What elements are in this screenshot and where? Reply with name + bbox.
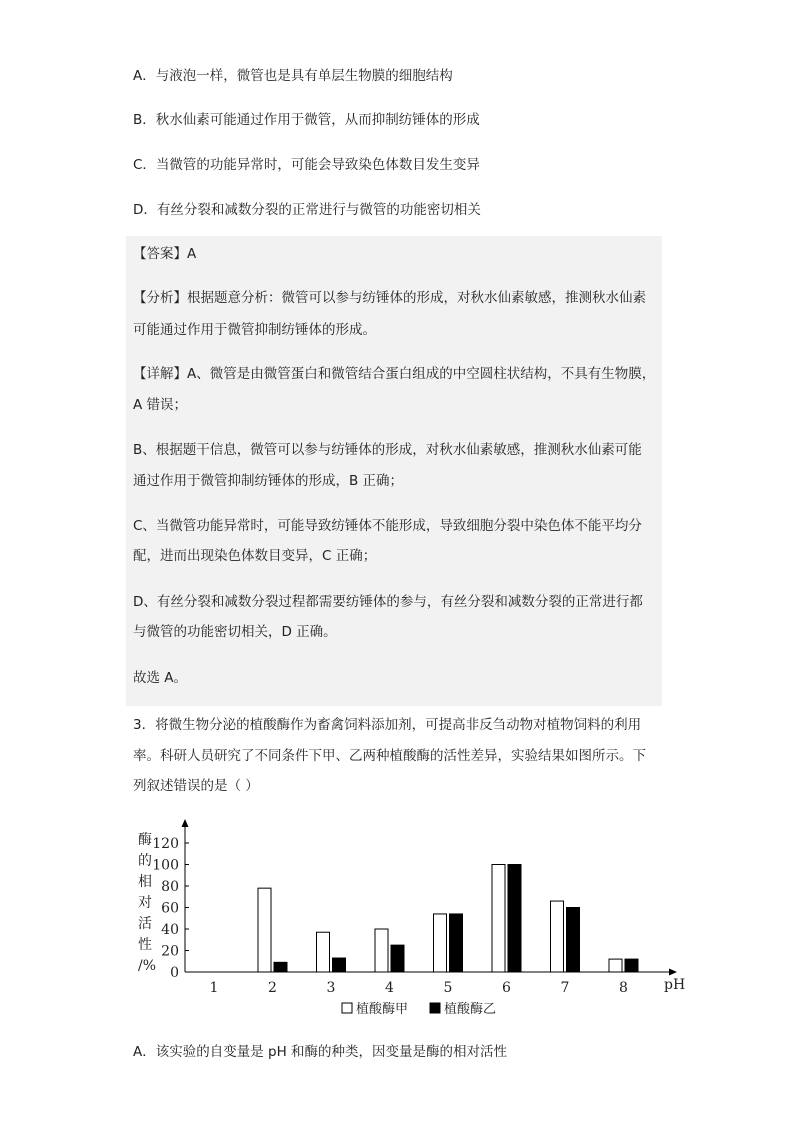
x-axis-label: pH: [664, 977, 686, 993]
detail-line-6: 配，进而出现染色体数目变异，C 正确；: [133, 548, 377, 564]
x-tick-label: 3: [326, 980, 336, 996]
question3-option-a: A．该实验的自变量是 pH 和酶的种类，因变量是酶的相对活性: [133, 1044, 508, 1060]
bar-series1: [551, 901, 564, 972]
bar-series2: [567, 908, 580, 973]
y-axis-ticks: [152, 836, 189, 981]
bar-series2: [274, 962, 287, 972]
y-axis-label-char: 的: [138, 853, 152, 869]
option-d: D．有丝分裂和减数分裂的正常进行与微管的功能密切相关: [133, 202, 481, 218]
y-tick-label: 40: [161, 922, 179, 938]
y-tick-label: 80: [161, 879, 179, 895]
enzyme-activity-chart: [128, 812, 688, 1032]
y-axis-label-char: 性: [138, 937, 152, 953]
bar-series1: [258, 888, 271, 972]
x-tick-label: 8: [619, 980, 628, 996]
y-tick-label: 100: [152, 857, 179, 874]
bar-series2: [333, 958, 346, 972]
x-tick-label: 2: [268, 980, 277, 996]
detail-line-3: B、根据题干信息，微管可以参与纺锤体的形成，对秋水仙素敏感，推测秋水仙素可能: [133, 442, 642, 458]
option-c: C．当微管的功能异常时，可能会导致染色体数目发生变异: [133, 157, 480, 173]
y-axis-arrow: [182, 819, 189, 827]
x-tick-label: 6: [502, 980, 511, 996]
x-axis-ticks: [210, 980, 628, 996]
chart-bars: [258, 865, 638, 973]
detail-line-7: D、有丝分裂和减数分裂过程都需要纺锤体的参与，有丝分裂和减数分裂的正常进行都: [133, 594, 643, 610]
bar-series1: [317, 932, 330, 972]
bar-series2: [625, 959, 638, 972]
chart-axes: [182, 819, 678, 976]
y-axis-label-char: /%: [138, 958, 157, 974]
bar-series1: [375, 929, 388, 972]
y-axis-label-char: 活: [138, 916, 152, 932]
detail-line-2: A 错误；: [133, 397, 188, 413]
bar-series1: [609, 959, 622, 972]
chart-legend: [342, 1001, 496, 1017]
legend-swatch-series2: [430, 1003, 440, 1013]
question3-stem-line-1: 3．将微生物分泌的植酸酶作为畜禽饲料添加剂，可提高非反刍动物对植物饲料的利用: [133, 717, 642, 733]
x-tick-label: 4: [385, 980, 394, 996]
legend-label-series2: 植酸酶乙: [444, 1002, 497, 1017]
detail-line-1: 【详解】A、微管是由微管蛋白和微管结合蛋白组成的中空圆柱状结构，不具有生物膜，: [133, 366, 656, 382]
conclusion: 故选 A。: [133, 670, 188, 686]
y-axis-label-char: 酶: [138, 832, 152, 848]
answer-explanation-box: [126, 236, 662, 706]
y-tick-label: 0: [170, 965, 179, 981]
y-tick-label: 60: [161, 900, 179, 917]
question3-stem-line-3: 列叙述错误的是（ ）: [133, 778, 259, 794]
analysis-line-2: 可能通过作用于微管抑制纺锤体的形成。: [133, 322, 376, 338]
question3-stem-line-2: 率。科研人员研究了不同条件下甲、乙两种植酸酶的活性差异，实验结果如图所示。下: [133, 748, 646, 764]
option-a: A．与液泡一样，微管也是具有单层生物膜的细胞结构: [133, 68, 453, 84]
bar-series2: [508, 865, 521, 973]
x-tick-label: 7: [560, 980, 570, 996]
x-axis-arrow: [669, 969, 677, 976]
y-tick-label: 120: [152, 836, 179, 852]
detail-line-5: C、当微管功能异常时，可能导致纺锤体不能形成，导致细胞分裂中染色体不能平均分: [133, 518, 642, 534]
detail-line-4: 通过作用于微管抑制纺锤体的形成，B 正确；: [133, 473, 404, 489]
legend-label-series1: 植酸酶甲: [356, 1002, 409, 1017]
y-axis-label-char: 对: [138, 895, 152, 911]
legend-swatch-series1: [342, 1003, 352, 1013]
y-tick-label: 20: [161, 943, 179, 960]
detail-line-8: 与微管的功能密切相关，D 正确。: [133, 624, 337, 640]
analysis-line-1: 【分析】根据题意分析：微管可以参与纺锤体的形成，对秋水仙素敏感，推测秋水仙素: [133, 290, 646, 306]
x-tick-label: 5: [443, 980, 453, 996]
x-tick-label: 1: [209, 980, 219, 996]
y-axis-label-char: 相: [138, 874, 152, 890]
answer-label: 【答案】A: [133, 246, 197, 262]
bar-series2: [450, 914, 463, 972]
bar-series2: [391, 945, 404, 972]
y-axis-label: [138, 832, 156, 974]
option-b: B．秋水仙素可能通过作用于微管，从而抑制纺锤体的形成: [133, 112, 480, 128]
bar-series1: [492, 865, 505, 973]
bar-series1: [434, 914, 447, 972]
